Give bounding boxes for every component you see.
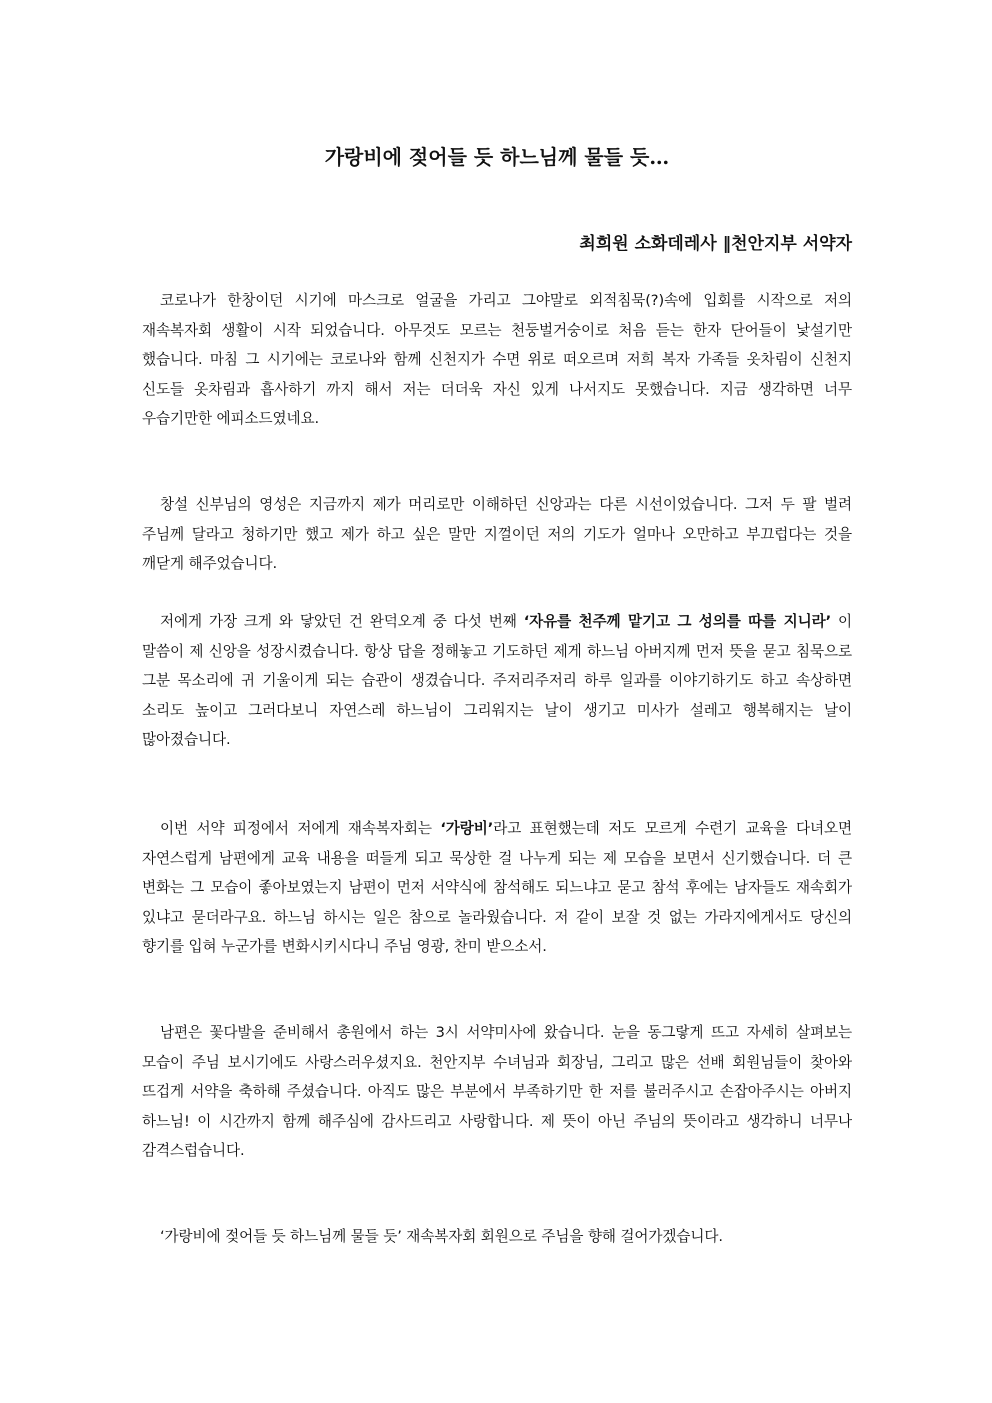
paragraph-2-text: 창설 신부님의 영성은 지금까지 제가 머리로만 이해하던 신앙과는 다른 시선이었습니다. 그저 두 팔 벌려 주님께 달라고 청하기만 했고 제가 하고 싶은 말만 지껄이던 저의 기도가 얼마나 오만하고 부끄럽다는 것을 깨닫게 해주었습니다. — [142, 496, 852, 572]
paragraph-4-text-after: 라고 표현했는데 저도 모르게 수련기 교육을 다녀오면 자연스럽게 남편에게 교육 내용을 떠들게 되고 묵상한 걸 나누게 되는 제 모습을 보면서 신기했습니다. 더 큰 변화는 그 모습이 좋아보였는지 남편이 먼저 서약식에 참석해도 되느냐고 묻고 참석 후에는 남자들도 재속회가 있냐고 묻더라구요. 하느님 하시는 일은 참으로 놀라웠습니다. 저 같이 보잘 것 없는 가라지에게서도 당신의 향기를 입혀 누군가를 변화시키시다니 주님 영광, 찬미 받으소서. — [142, 820, 853, 955]
paragraph-5-text: 남편은 꽃다발을 준비해서 총원에서 하는 3시 서약미사에 왔습니다. 눈을 동그랗게 뜨고 자세히 살펴보는 모습이 주님 보시기에도 사랑스러우셨지요. 천안지부 수녀님과 회장님, 그리고 많은 선배 회원님들이 찾아와 뜨겁게 서약을 축하해 주셨습니다. 아직도 많은 부분에서 부족하기만 한 저를 불러주시고 손잡아주시는 아버지 하느님! 이 시간까지 함께 해주심에 감사드리고 사랑합니다. 제 뜻이 아닌 주님의 뜻이라고 생각하니 너무나 감격스럽습니다. — [142, 1024, 852, 1159]
paragraph-4-text-before: 이번 서약 피정에서 저에게 재속복자회는 — [160, 820, 441, 837]
paragraph-6-text: ‘가랑비에 젖어들 듯 하느님께 물들 듯’ 재속복자회 회원으로 주님을 향해 걸어가겠습니다. — [160, 1228, 723, 1245]
paragraph-2 — [142, 490, 852, 579]
paragraph-4 — [142, 814, 852, 962]
paragraph-3 — [142, 607, 852, 755]
paragraph-4-quote: ‘가랑비’ — [440, 820, 494, 837]
paragraph-3-quote: ‘자유를 천주께 맡기고 그 성의를 따를 지니라’ — [523, 613, 832, 630]
paragraph-3-text-after: 이 말씀이 제 신앙을 성장시켰습니다. 항상 답을 정해놓고 기도하던 제게 하느님 아버지께 먼저 뜻을 묻고 침묵으로 그분 목소리에 귀 기울이게 되는 습관이 생겼습니다. 주저리주저리 하루 일과를 이야기하기도 하고 속상하면 소리도 높이고 그러다보니 자연스레 하느님이 그리워지는 날이 생기고 미사가 설레고 행복해지는 날이 많아졌습니다. — [142, 613, 853, 748]
paragraph-3-text-before: 저에게 가장 크게 와 닿았던 건 완덕오계 중 다섯 번째 — [160, 613, 524, 630]
document-title: 가랑비에 젖어들 듯 하느님께 물들 듯… — [324, 145, 670, 169]
paragraph-1 — [142, 286, 852, 434]
paragraph-5 — [142, 1018, 852, 1166]
paragraph-6 — [142, 1222, 852, 1252]
paragraph-1-text: 코로나가 한창이던 시기에 마스크로 얼굴을 가리고 그야말로 외적침묵(?)속에 입회를 시작으로 저의 재속복자회 생활이 시작 되었습니다. 아무것도 모르는 천둥벌거숭이로 처음 듣는 한자 단어들이 낯설기만 했습니다. 마침 그 시기에는 코로나와 함께 신천지가 수면 위로 떠오르며 저희 복자 가족들 옷차림이 신천지 신도들 옷차림과 흡사하기 까지 해서 저는 더더욱 자신 있게 나서지도 못했습니다. 지금 생각하면 너무 우습기만한 에피소드였네요. — [142, 292, 852, 427]
author-byline: 최희원 소화데레사 ‖천안지부 서약자 — [579, 234, 852, 254]
